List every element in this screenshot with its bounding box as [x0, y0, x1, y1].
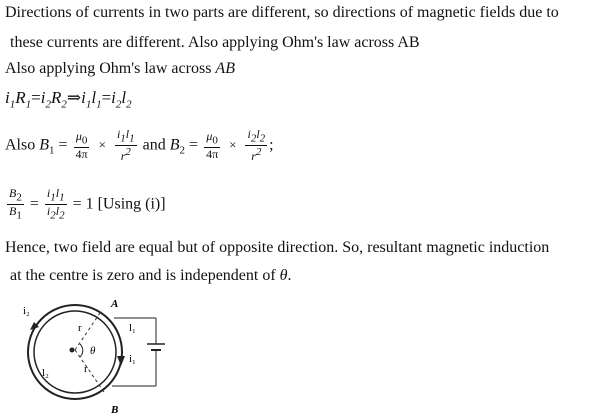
centre-dot	[70, 348, 75, 353]
text-line-1: Directions of currents in two parts are different, so directions of magnetic fields due to	[5, 4, 559, 21]
frac-b2-b1: $\frac{B_2}{B_1}$	[9, 186, 22, 222]
text-hence-2: at the centre is zero and is independent of θ.	[10, 267, 292, 284]
theta-arc	[80, 344, 83, 357]
label-r-bottom: r	[84, 363, 88, 375]
ring-outer	[28, 305, 122, 399]
label-l1: l₁	[129, 322, 136, 334]
frac-i1l1-r2: $\frac{i_1l_1}{r^2}$	[116, 127, 135, 164]
text-line-3	[5, 59, 235, 79]
text-hence-1: Hence, two field are equal but of opposite direction. So, resultant magnetic induction	[5, 239, 550, 256]
frac-mu0-4pi-2: $\frac{\mu_0}{4\pi}$	[206, 129, 219, 162]
frac-i2l2-r2: $\frac{i_2l_2}{r^2}$	[247, 127, 266, 164]
label-i2: i₂	[23, 305, 30, 317]
equation-fields: Also $B_1$ = $\frac{\mu_0}{4\pi}$ × $\frac{i_1l_1}{r^2}$ and $B_2$ = $\frac{\mu_0}{4\pi}$ × $\frac{i_2l_2}{r^2}$ ;	[5, 127, 274, 164]
label-b: B	[111, 404, 119, 416]
circuit-figure	[14, 300, 194, 417]
label-l2: l₂	[42, 367, 49, 379]
line3-var: AB	[215, 60, 235, 77]
frac-mu0-4pi-1: $\frac{\mu_0}{4\pi}$	[75, 129, 88, 162]
equation-ohms-law: $i_1R_1=i_2R_2\Rightarrow i_1l_1=i_2l_2$	[5, 88, 132, 111]
ring-inner	[34, 311, 116, 393]
line3-prefix: Also applying Ohm's law across	[5, 60, 216, 77]
equation-ratio: $\frac{B_2}{B_1}$ = $\frac{i_1l_1}{i_2l_2}$ = 1 [Using (i)]	[9, 186, 166, 222]
label-theta: θ	[90, 345, 96, 357]
text-line-2: these currents are different. Also applying Ohm's law across AB	[10, 34, 420, 51]
label-r-top: r	[78, 322, 82, 334]
label-i1: i₁	[129, 353, 136, 365]
label-a: A	[111, 300, 119, 310]
frac-i1l1-i2l2: $\frac{i_1l_1}{i_2l_2}$	[46, 186, 65, 222]
i1-arrow	[117, 356, 125, 366]
